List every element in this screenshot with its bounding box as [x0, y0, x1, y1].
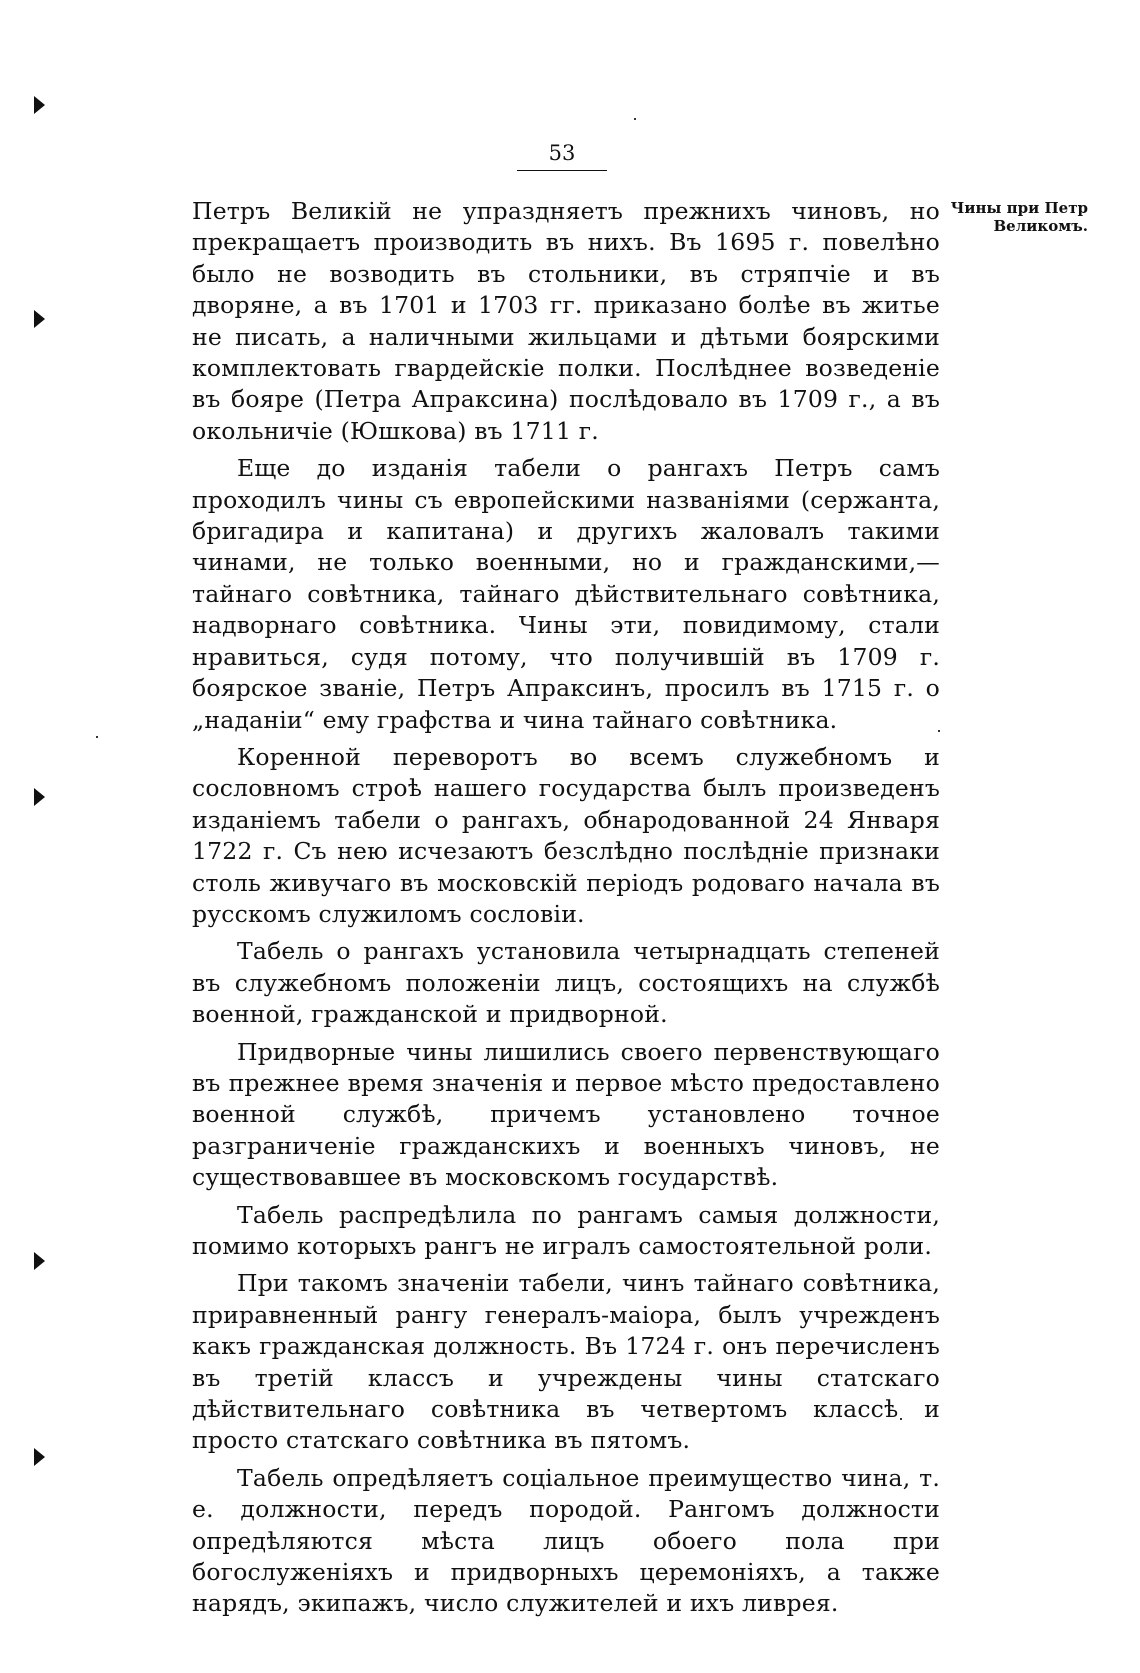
scan-speck — [634, 118, 636, 120]
paragraph: Табель о рангахъ установила четырнадцать степеней въ служебномъ положеніи лицъ, состоящихъ на службѣ военной, гражданской и придворной. — [192, 937, 940, 1029]
paragraph: Придворные чины лишились своего первенствующаго въ прежнее время значенія и первое мѣсто предоставлено военной службѣ, причемъ установлено точное разграниченіе гражданскихъ и военныхъ чиновъ, не существовавшее въ московскомъ государствѣ. — [192, 1037, 940, 1192]
paragraph: Табель распредѣлила по рангамъ самыя должности, помимо которыхъ рангъ не игралъ самостоятельной роли. — [192, 1200, 940, 1260]
paragraph: Коренной переворотъ во всемъ служебномъ и сословномъ строѣ нашего государства былъ произведенъ изданіемъ табели о рангахъ, обнародованной 24 Января 1722 г. Съ нею исчезаютъ безслѣдно послѣдніе признаки столь живучаго въ московскій періодъ родоваго начала въ русскомъ служиломъ сословіи. — [192, 742, 940, 928]
body-text — [192, 196, 940, 1626]
scan-margin-mark — [34, 1252, 45, 1270]
scan-margin-mark — [34, 788, 45, 806]
scan-margin-mark — [34, 1448, 45, 1466]
scan-speck — [96, 736, 98, 738]
scan-margin-mark — [34, 310, 45, 328]
margin-note — [938, 199, 1088, 235]
paragraph: Петръ Великій не упраздняетъ прежнихъ чиновъ, но прекращаетъ производить въ нихъ. Въ 1695 г. повелѣно было не возводить въ стольники, въ стряпчіе и въ дворяне, а въ 1701 и 1703 гг. приказано болѣе въ житье не писать, а наличными жильцами и дѣтьми боярскими комплектовать гвардейскіе полки. Послѣднее возведеніе въ бояре (Петра Апраксина) послѣдовало въ 1709 г., а въ окольничіе (Юшкова) въ 1711 г. — [192, 197, 940, 445]
margin-note-line-2: Великомъ. — [993, 217, 1088, 235]
scan-margin-mark — [34, 96, 45, 114]
page-number: 53 — [517, 140, 607, 171]
paragraph: При такомъ значеніи табели, чинъ тайнаго совѣтника, приравненный рангу генералъ-маіора, былъ учрежденъ какъ гражданская должность. Въ 1724 г. онъ перечисленъ въ третій классъ и учреждены чины статскаго дѣйствительнаго совѣтника въ четвертомъ классѣ и просто статскаго совѣтника въ пятомъ. — [192, 1269, 940, 1455]
paragraph: Табель опредѣляетъ соціальное преимущество чина, т. е. должности, передъ породой. Рангомъ должности опредѣляются мѣста лицъ обоего пола при богослуженіяхъ и придворныхъ церемоніяхъ, а также нарядъ, экипажъ, число служителей и ихъ ливрея. — [192, 1463, 940, 1618]
paragraph: Еще до изданія табели о рангахъ Петръ самъ проходилъ чины съ европейскими названіями (сержанта, бригадира и капитана) и другихъ жаловалъ такими чинами, не только военными, но и гражданскими,—тайнаго совѣтника, тайнаго дѣйствительнаго совѣтника, надворнаго совѣтника. Чины эти, повидимому, стали нравиться, судя потому, что получившій въ 1709 г. боярское званіе, Петръ Апраксинъ, просилъ въ 1715 г. о „наданіи“ ему графства и чина тайнаго совѣтника. — [192, 454, 940, 734]
margin-note-line-1: Чины при Петр — [950, 199, 1088, 217]
